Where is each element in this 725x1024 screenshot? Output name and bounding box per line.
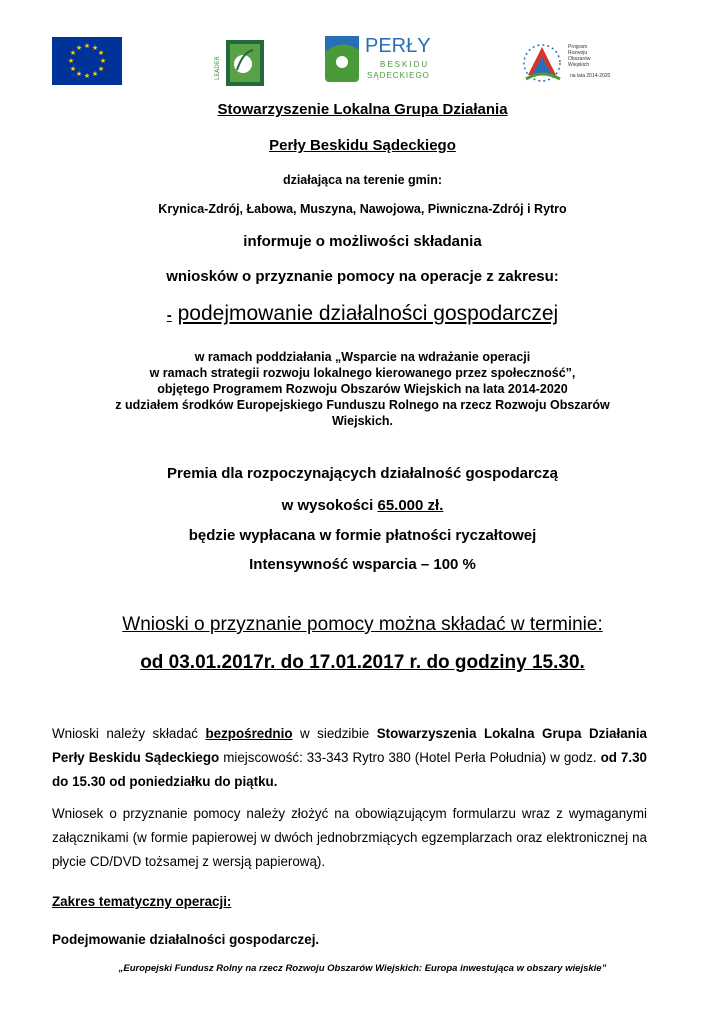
prow-logo bbox=[520, 35, 615, 87]
svg-text:★: ★ bbox=[97, 49, 105, 57]
premium-amount: 65.000 zł. bbox=[377, 497, 444, 514]
communes-list: Krynica-Zdrój, Łabowa, Muszyna, Nawojowa, Piwniczna-Zdrój i Rytro bbox=[158, 202, 567, 216]
org-name: Stowarzyszenie Lokalna Grupa Działania bbox=[217, 101, 508, 118]
informs-line: informuje o możliwości składania bbox=[243, 233, 482, 250]
prow-line-3: Obszarów bbox=[568, 56, 591, 62]
program-line-2: w ramach strategii rozwoju lokalnego kierowanego przez społeczność”, bbox=[149, 366, 576, 380]
perly-title: PERŁY bbox=[365, 35, 431, 57]
p1-direct: bezpośrednio bbox=[205, 726, 293, 741]
svg-text:★: ★ bbox=[75, 70, 83, 78]
topic-heading bbox=[0, 302, 725, 326]
program-line-4: z udziałem środków Europejskiego Funduszu Rolnego na rzecz Rozwoju Obszarów bbox=[115, 398, 610, 412]
scope-label-text: Zakres tematyczny operacji: bbox=[52, 894, 232, 909]
applications-line: wniosków o przyznanie pomocy na operacje z zakresu: bbox=[166, 268, 559, 285]
program-line-1: w ramach poddziałania „Wsparcie na wdrażanie operacji bbox=[194, 350, 531, 364]
p1-address: miejscowość: 33-343 Rytro 380 (Hotel Perła Południa) w godz. bbox=[219, 750, 601, 765]
leader-label: LEADER bbox=[214, 56, 221, 80]
program-line-3: objętego Programem Rozwoju Obszarów Wiejskich na lata 2014-2020 bbox=[157, 382, 568, 396]
premium-line-1: Premia dla rozpoczynających działalność gospodarczą bbox=[167, 465, 558, 482]
submission-paragraph bbox=[52, 722, 647, 794]
topic-dash: - bbox=[166, 307, 172, 324]
p1-text-c: w siedzibie bbox=[292, 726, 377, 741]
topic-text: podejmowanie działalności gospodarczej bbox=[177, 302, 559, 325]
svg-text:★: ★ bbox=[83, 72, 91, 80]
scope-value-text: Podejmowanie działalności gospodarczej. bbox=[52, 932, 320, 947]
support-intensity: Intensywność wsparcia – 100 % bbox=[249, 556, 476, 573]
perly-subtitle-1: BESKIDU bbox=[380, 60, 430, 69]
prow-line-2: Rozwoju bbox=[568, 50, 588, 56]
program-line-5: Wiejskich. bbox=[331, 414, 394, 428]
svg-text:★: ★ bbox=[91, 70, 99, 78]
svg-text:★: ★ bbox=[83, 42, 91, 50]
premium-amount-prefix: w wysokości bbox=[281, 497, 378, 514]
svg-text:★: ★ bbox=[67, 57, 75, 65]
deadline-heading: Wnioski o przyznanie pomocy można składać w terminie: bbox=[122, 614, 603, 635]
logos-row bbox=[0, 30, 725, 90]
area-intro: działająca na terenie gmin: bbox=[282, 173, 443, 187]
svg-text:★: ★ bbox=[99, 57, 107, 65]
p1-text-a: Wnioski należy składać bbox=[52, 726, 206, 741]
svg-text:★: ★ bbox=[91, 44, 99, 52]
footer-slogan: „Europejski Fundusz Rolny na rzecz Rozwoju Obszarów Wiejskich: Europa inwestująca w obszary wiejskie” bbox=[118, 963, 607, 974]
eu-stars-icon bbox=[52, 37, 122, 85]
p1-org: Stowarzyszenia Lokalna Grupa Działania Perły Beskidu Sądeckiego bbox=[52, 726, 647, 765]
scope-label bbox=[52, 890, 647, 914]
perly-beskidu-logo bbox=[325, 32, 439, 88]
leader-logo bbox=[213, 34, 267, 90]
perly-subtitle-2: SĄDECKIEGO bbox=[367, 71, 430, 80]
prow-line-1: Program bbox=[568, 44, 588, 50]
org-name-2: Perły Beskidu Sądeckiego bbox=[269, 137, 456, 154]
p1-hours: od 7.30 do 15.30 od poniedziałku do piątku. bbox=[52, 750, 647, 789]
svg-text:★: ★ bbox=[69, 65, 77, 73]
eu-flag-logo bbox=[52, 37, 122, 85]
form-paragraph: Wniosek o przyznanie pomocy należy złożyć na obowiązującym formularzu wraz z wymaganymi załącznikami (w formie papierowej w dwóch jednobrzmiących egzemplarzach oraz elektronicznej na płycie CD/DVD tożsamej z wersją papierową). bbox=[52, 806, 647, 869]
premium-line-3: będzie wypłacana w formie płatności ryczałtowej bbox=[188, 527, 537, 544]
premium-line-2 bbox=[0, 497, 725, 514]
deadline-dates: od 03.01.2017r. do 17.01.2017 r. do godziny 15.30. bbox=[140, 652, 585, 673]
prow-years: na lata 2014-2020 bbox=[570, 73, 611, 79]
svg-text:★: ★ bbox=[69, 49, 77, 57]
svg-text:★: ★ bbox=[97, 65, 105, 73]
scope-value bbox=[52, 928, 647, 952]
prow-line-4: Wiejskich bbox=[568, 62, 590, 68]
svg-text:★: ★ bbox=[75, 44, 83, 52]
